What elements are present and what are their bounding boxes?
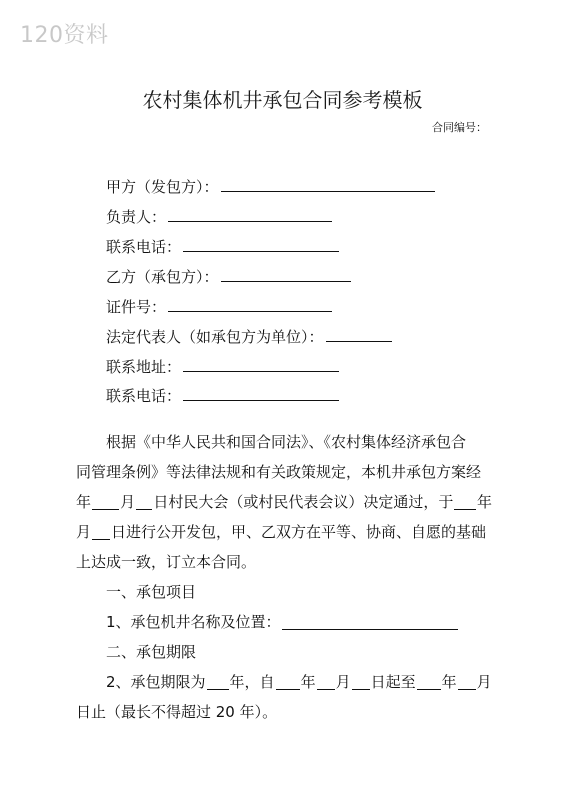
- body-line: [76, 607, 492, 637]
- body-line: [76, 427, 492, 457]
- body-line: [76, 697, 492, 727]
- fill-blank[interactable]: [458, 675, 476, 690]
- contact-address-field: [106, 356, 339, 378]
- body-text: 1、承包机井名称及位置：: [106, 613, 281, 631]
- body-text: 日进行公开发包，甲、乙双方在平等、协商、自愿的基础: [111, 523, 487, 541]
- fill-blank[interactable]: [352, 675, 370, 690]
- body-text: 月: [335, 673, 351, 691]
- contract-number-label: 合同编号：: [432, 121, 487, 134]
- body-text: 二、承包期限: [106, 643, 197, 661]
- watermark: 120资料: [20, 23, 109, 48]
- field-label: 负责人：: [106, 208, 167, 226]
- body-line: [76, 457, 492, 487]
- body-text: 月: [120, 493, 136, 511]
- body-text: 月: [476, 673, 492, 691]
- body-line: [76, 547, 492, 577]
- body-text: 一、承包项目: [106, 583, 197, 601]
- body-text: 年: [300, 673, 316, 691]
- fill-blank[interactable]: [92, 495, 119, 510]
- body-line: [76, 517, 492, 547]
- body-text: 年: [476, 493, 492, 511]
- body-text: 年，自: [229, 673, 275, 691]
- fill-blank[interactable]: [207, 675, 229, 690]
- section-heading: [76, 637, 492, 667]
- field-label: 甲方（发包方）：: [106, 178, 219, 196]
- field-label: 联系电话：: [106, 387, 182, 405]
- body-line: [76, 487, 492, 517]
- fill-blank[interactable]: [92, 525, 110, 540]
- body-text: 年: [76, 493, 92, 511]
- fill-blank[interactable]: [326, 327, 392, 342]
- body-text: 日村民大会（或村民代表会议）决定通过，于: [153, 493, 454, 511]
- fill-blank[interactable]: [317, 675, 335, 690]
- fill-blank[interactable]: [183, 386, 339, 401]
- fill-blank[interactable]: [417, 675, 441, 690]
- fill-blank[interactable]: [276, 675, 300, 690]
- fill-blank[interactable]: [221, 177, 435, 192]
- field-label: 联系地址：: [106, 358, 182, 376]
- body-line: [76, 667, 492, 697]
- party-b-field: [106, 266, 351, 288]
- fill-blank[interactable]: [183, 357, 339, 372]
- field-label: 乙方（承包方）：: [106, 268, 219, 286]
- party-b-phone-field: [106, 385, 339, 407]
- id-number-field: [106, 296, 332, 318]
- body-text: 年: [441, 673, 457, 691]
- contract-body: [76, 427, 492, 727]
- fill-blank[interactable]: [282, 615, 458, 630]
- party-a-field: [106, 176, 435, 198]
- fill-blank[interactable]: [168, 207, 332, 222]
- section-heading: [76, 577, 492, 607]
- body-text: 根据《中华人民共和国合同法》、《农村集体经济承包合: [106, 433, 467, 451]
- legal-rep-field: [106, 326, 392, 348]
- body-text: 月: [76, 523, 92, 541]
- document-title: 农村集体机井承包合同参考模板: [142, 88, 423, 112]
- body-text: 同管理条例》等法律法规和有关政策规定，本机井承包方案经: [76, 463, 482, 481]
- body-text: 日起至: [370, 673, 416, 691]
- fill-blank[interactable]: [183, 237, 339, 252]
- field-label: 证件号：: [106, 298, 167, 316]
- fill-blank[interactable]: [168, 297, 332, 312]
- fill-blank[interactable]: [136, 495, 152, 510]
- field-label: 法定代表人（如承包方为单位）：: [106, 328, 324, 346]
- body-text: 日止（最长不得超过 20 年）。: [76, 703, 278, 721]
- fill-blank[interactable]: [221, 267, 351, 282]
- responsible-person-field: [106, 206, 332, 228]
- party-a-phone-field: [106, 236, 339, 258]
- field-label: 联系电话：: [106, 238, 182, 256]
- body-text: 2、承包期限为: [106, 673, 206, 691]
- body-text: 上达成一致，订立本合同。: [76, 553, 257, 571]
- fill-blank[interactable]: [454, 495, 476, 510]
